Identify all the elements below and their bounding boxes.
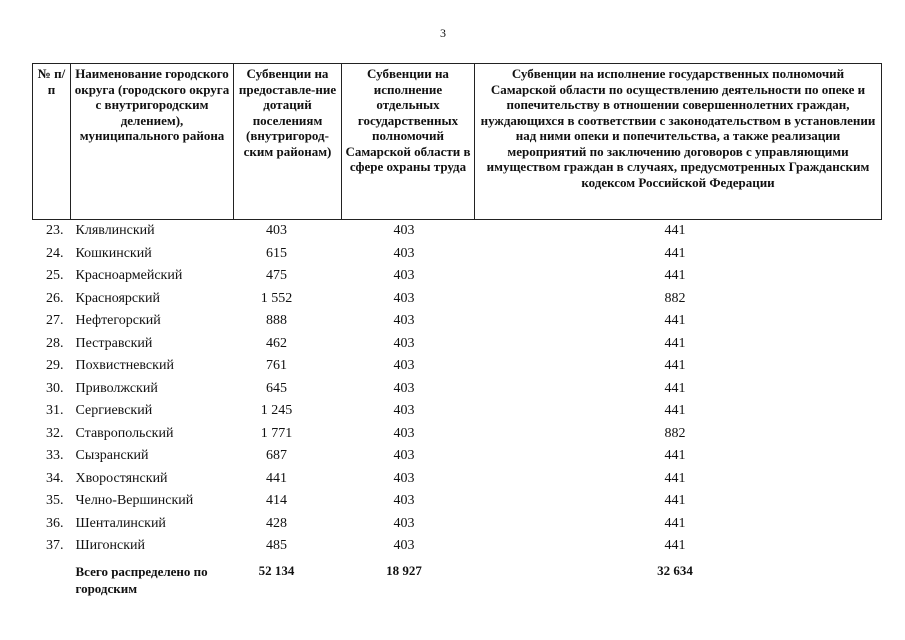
row-guardianship: 882 [664, 425, 686, 441]
row-num: 35. [46, 493, 64, 509]
row-labor: 403 [393, 380, 415, 396]
row-name: Сызранский [75, 448, 149, 464]
row-num: 23. [46, 223, 64, 239]
table-row [33, 243, 882, 266]
row-dotation: 888 [266, 313, 287, 329]
row-name: Ставропольский [75, 425, 174, 441]
row-name: Шенталинский [75, 515, 166, 531]
table-row [33, 490, 882, 513]
table-row [33, 355, 882, 378]
row-guardianship: 441 [664, 515, 686, 531]
row-labor: 403 [393, 313, 415, 329]
row-name: Челно-Вершинский [75, 493, 194, 509]
row-num: 30. [46, 380, 64, 396]
row-guardianship: 441 [664, 448, 686, 464]
row-guardianship: 882 [664, 290, 686, 306]
table-row [33, 400, 882, 423]
row-num: 31. [46, 403, 64, 419]
row-labor: 403 [393, 223, 415, 239]
row-guardianship: 441 [664, 335, 686, 351]
row-num: 26. [46, 290, 64, 306]
row-dotation: 645 [266, 380, 287, 396]
row-num: 36. [46, 515, 64, 531]
table-row [33, 378, 882, 401]
row-num: 34. [46, 470, 64, 486]
row-name: Пестравский [75, 335, 153, 351]
row-dotation: 1 245 [260, 403, 293, 419]
row-labor: 403 [393, 515, 415, 531]
row-num: 24. [46, 245, 64, 261]
header-subsidy-labor: Субвенции на исполнение отдельных государственных полномочий Самарской области в сфере охраны труда [342, 64, 475, 220]
table-row [33, 265, 882, 288]
row-guardianship: 441 [664, 538, 686, 554]
page-number: 3 [440, 26, 446, 40]
total-num-empty [33, 558, 71, 599]
row-guardianship: 441 [664, 403, 686, 419]
total-guardianship: 32 634 [657, 562, 693, 578]
row-labor: 403 [393, 335, 415, 351]
header-subsidy-dotation: Субвенции на предоставле-ние дотаций поселениям (внутригород-ским районам) [234, 64, 342, 220]
row-num: 28. [46, 335, 64, 351]
row-guardianship: 441 [664, 223, 686, 239]
row-labor: 403 [393, 448, 415, 464]
row-labor: 403 [393, 268, 415, 284]
table-row [33, 333, 882, 356]
row-guardianship: 441 [664, 470, 686, 486]
total-dotation: 52 134 [258, 562, 295, 578]
row-dotation: 615 [266, 245, 287, 261]
table-row [33, 535, 882, 558]
row-labor: 403 [393, 493, 415, 509]
row-dotation: 475 [266, 268, 287, 284]
table-row [33, 288, 882, 311]
row-name: Нефтегорский [75, 313, 161, 329]
row-num: 32. [46, 425, 64, 441]
row-name: Хворостянский [75, 470, 168, 486]
header-subsidy-guardianship: Субвенции на исполнение государственных полномочий Самарской области по осуществлению деятельности по опеке и попечительству в отношении совершеннолетних граждан, нуждающихся в соответствии с законодательством в установлении над ними опеки и попечительства, а также реализации мероприятий по заключению договоров с управляющими имуществом граждан в случаях, предусмотренных Гражданским кодексом Российской Федерации [475, 64, 882, 220]
row-dotation: 485 [266, 538, 287, 554]
row-num: 27. [46, 313, 64, 329]
row-guardianship: 441 [664, 358, 686, 374]
row-guardianship: 441 [664, 268, 686, 284]
row-dotation: 761 [266, 358, 287, 374]
row-dotation: 403 [266, 223, 287, 239]
total-label: Всего распределено по городским [75, 563, 208, 596]
table-row [33, 513, 882, 536]
row-labor: 403 [393, 245, 415, 261]
row-name: Похвистневский [75, 358, 174, 374]
table-body [33, 220, 882, 599]
subsidy-table [32, 63, 882, 599]
row-name: Шигонский [75, 538, 146, 554]
row-num: 33. [46, 448, 64, 464]
row-num: 29. [46, 358, 64, 374]
row-num: 25. [46, 268, 64, 284]
row-name: Кошкинский [75, 245, 152, 261]
row-name: Красноармейский [75, 268, 183, 284]
row-labor: 403 [393, 425, 415, 441]
table-row [33, 468, 882, 491]
table-row [33, 445, 882, 468]
table-header [33, 64, 882, 220]
row-dotation: 1 771 [260, 425, 293, 441]
table-row [33, 220, 882, 243]
row-dotation: 414 [266, 493, 287, 509]
row-dotation: 428 [266, 515, 287, 531]
total-row [33, 558, 882, 599]
row-labor: 403 [393, 290, 415, 306]
row-labor: 403 [393, 358, 415, 374]
row-labor: 403 [393, 470, 415, 486]
row-labor: 403 [393, 538, 415, 554]
table-row [33, 423, 882, 446]
table-row [33, 310, 882, 333]
row-name: Красноярский [75, 290, 160, 306]
row-dotation: 462 [266, 335, 287, 351]
header-name: Наименование городского округа (городского округа с внутригородским делением), муниципального района [71, 64, 234, 220]
row-name: Приволжский [75, 380, 158, 396]
row-name: Клявлинский [75, 223, 155, 239]
row-name: Сергиевский [75, 403, 153, 419]
row-guardianship: 441 [664, 380, 686, 396]
row-dotation: 1 552 [260, 290, 293, 306]
row-num: 37. [46, 538, 64, 554]
row-guardianship: 441 [664, 313, 686, 329]
total-labor: 18 927 [386, 562, 422, 578]
row-labor: 403 [393, 403, 415, 419]
header-row [33, 64, 882, 220]
row-guardianship: 441 [664, 493, 686, 509]
header-num: № п/п [33, 64, 71, 220]
row-guardianship: 441 [664, 245, 686, 261]
row-dotation: 441 [266, 470, 287, 486]
row-dotation: 687 [266, 448, 287, 464]
